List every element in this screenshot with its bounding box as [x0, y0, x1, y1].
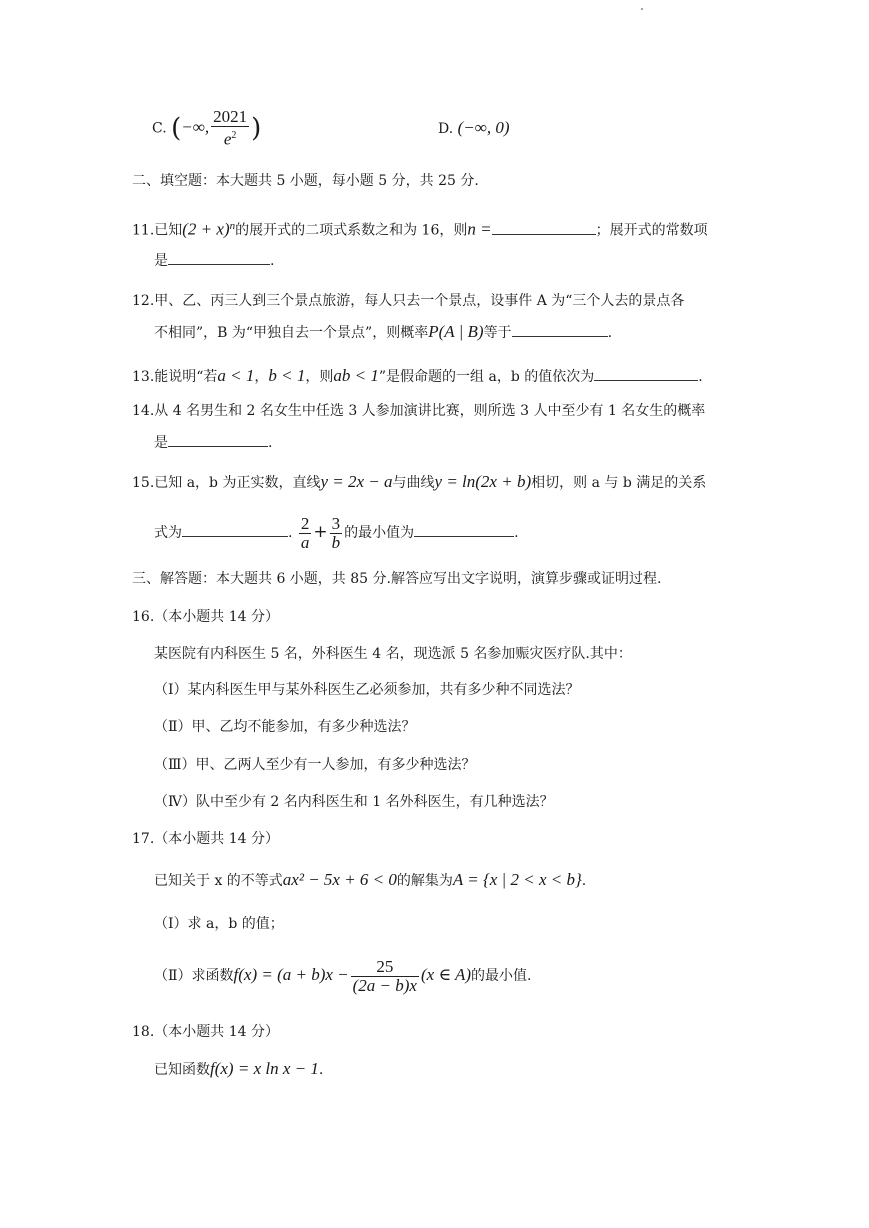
q17-p2-den: (2a − b)x: [352, 975, 417, 995]
q13-cond2: b < 1: [268, 366, 306, 385]
open-paren: (: [171, 113, 182, 144]
q15-line1: [132, 472, 706, 493]
q15-fraction-1: [299, 515, 312, 552]
q13-suffix: ”是假命题的一组 a，b 的值依次为: [378, 369, 595, 385]
q18-intro-a: 已知函数: [154, 1062, 210, 1078]
q11-after: ；展开式的常数项: [595, 222, 708, 239]
q13-line: [132, 366, 703, 387]
q11-var: n =: [467, 219, 492, 239]
q17-inequality: ax² − 5x + 6 < 0: [282, 870, 397, 889]
q16-header: 16.（本小题共 14 分）: [132, 609, 279, 625]
q17-intro: [154, 870, 586, 891]
q12-line1: 12.甲、乙、丙三人到三个景点旅游，每人只去一个景点，设事件 A 为“三个人去的景点各: [132, 293, 685, 309]
q15-line2a: 式为: [154, 525, 182, 541]
q15-f2-den: b: [331, 532, 341, 552]
q16-part-4: （Ⅳ）队中至少有 2 名内科医生和 1 名外科医生，有几种选法？: [154, 794, 554, 810]
q18-func: f(x) = x ln x − 1: [210, 1059, 319, 1078]
q11-mid: 的展开式的二项式系数之和为 16，则: [235, 222, 468, 239]
q11-line1: [132, 216, 708, 241]
q16-part-1: （Ⅰ）某内科医生甲与某外科医生乙必须参加，共有多少种不同选法？: [154, 682, 580, 698]
q17-intro-a: 已知关于 x 的不等式: [154, 873, 283, 889]
q12-prob: P(A | B): [428, 322, 484, 341]
q18-intro: [154, 1059, 323, 1080]
q17-p2-fraction: [351, 958, 419, 995]
q12-line2b: 等于: [483, 325, 512, 341]
q15-blank-1[interactable]: [182, 522, 288, 537]
q15-dot: .: [288, 525, 293, 541]
section-2-heading: 二、填空题：本大题共 5 小题，每小题 5 分，共 25 分.: [132, 173, 479, 189]
q15-f1-den: a: [300, 532, 310, 552]
q15-mid: 与曲线: [392, 475, 435, 491]
q11-blank-1[interactable]: [492, 220, 596, 235]
q17-intro-b: 的解集为: [396, 873, 453, 889]
q16-part-3: （Ⅲ）甲、乙两人至少有一人参加，有多少种选法？: [154, 757, 476, 773]
q12-line2a: 不相同”，B 为“甲独自去一个景点”，则概率: [154, 325, 429, 341]
q17-p2-a: （Ⅱ）求函数: [154, 968, 234, 984]
q13-blank[interactable]: [594, 366, 698, 381]
q18-end: .: [318, 1062, 324, 1078]
option-d-label: D.: [438, 121, 454, 137]
q17-part-1: （Ⅰ）求 a，b 的值；: [154, 916, 284, 932]
q13-cond1: a < 1: [217, 366, 255, 385]
q15-f2-num: 3: [331, 513, 341, 533]
q15-suffix: 相切，则 a 与 b 满足的关系: [531, 475, 707, 491]
q17-p2-func: f(x) = (a + b)x −: [233, 965, 349, 984]
option-c-label: C.: [152, 120, 167, 137]
q15-prefix: 15.已知 a，b 为正实数，直线: [132, 475, 321, 491]
q16-intro: 某医院有内科医生 5 名，外科医生 4 名，现选派 5 名参加赈灾医疗队.其中：: [154, 646, 632, 662]
option-c-numerator: 2021: [213, 107, 248, 126]
q11-end: .: [270, 253, 275, 269]
q11-line2: [154, 250, 274, 271]
q13-prefix: 13.能说明“若: [132, 369, 218, 385]
q15-end: .: [514, 525, 519, 541]
q17-p2-domain: (x ∈ A): [420, 965, 472, 984]
q18-header: 18.（本小题共 14 分）: [132, 1024, 279, 1040]
q15-blank-2[interactable]: [414, 522, 514, 537]
q10-option-d: [438, 118, 510, 139]
q11-line2-text: 是: [154, 253, 168, 269]
q17-header: 17.（本小题共 14 分）: [132, 831, 279, 847]
q13-then: ，则: [305, 369, 334, 385]
q14-line2: [154, 432, 272, 453]
section-3-heading: 三、解答题：本大题共 6 小题，共 85 分.解答应写出文字说明，演算步骤或证明过程.: [132, 571, 662, 587]
q15-line-eq: y = 2x − a: [320, 472, 393, 491]
q12-end: .: [607, 325, 613, 341]
q11-prefix: 11.已知: [132, 222, 183, 239]
q10-option-c: [152, 108, 261, 149]
q13-cond3: ab < 1: [333, 366, 379, 385]
q15-curve: y = ln(2x + b): [434, 472, 532, 491]
q17-part-2: [154, 952, 531, 999]
q12-line2: [154, 322, 612, 343]
option-c-den-exp: 2: [231, 130, 237, 141]
q15-line2b: 的最小值为: [344, 525, 415, 541]
q17-p2-b: 的最小值.: [471, 968, 532, 984]
q12-blank[interactable]: [512, 322, 608, 337]
option-c-den-base: e: [223, 129, 232, 149]
q11-expr: (2 + x): [182, 219, 230, 239]
option-c-fraction: [211, 108, 249, 149]
close-paren: ): [251, 113, 262, 144]
q13-end: .: [698, 369, 703, 385]
q13-sep: ，: [254, 369, 269, 385]
q17-p2-num: 25: [351, 958, 419, 977]
q11-exp: n: [229, 220, 236, 232]
q14-line1: 14.从 4 名男生和 2 名女生中任选 3 人参加演讲比赛，则所选 3 人中至少有 1 名女生的概率: [132, 403, 706, 419]
q14-blank[interactable]: [168, 432, 268, 447]
q14-line2-text: 是: [154, 435, 168, 451]
q15-f1-num: 2: [300, 513, 310, 533]
q16-part-2: （Ⅱ）甲、乙均不能参加，有多少种选法？: [154, 719, 416, 735]
q17-set: A = {x | 2 < x < b}: [452, 870, 582, 889]
scan-dot: [641, 8, 643, 10]
q17-end: .: [581, 873, 587, 889]
q11-blank-2[interactable]: [168, 250, 270, 265]
option-c-left: −∞,: [181, 117, 210, 137]
option-d-value: (−∞, 0): [457, 118, 510, 137]
q15-fraction-2: [330, 515, 343, 552]
q15-line2: [154, 510, 519, 555]
q15-plus: +: [313, 522, 328, 542]
q14-end: .: [268, 435, 273, 451]
